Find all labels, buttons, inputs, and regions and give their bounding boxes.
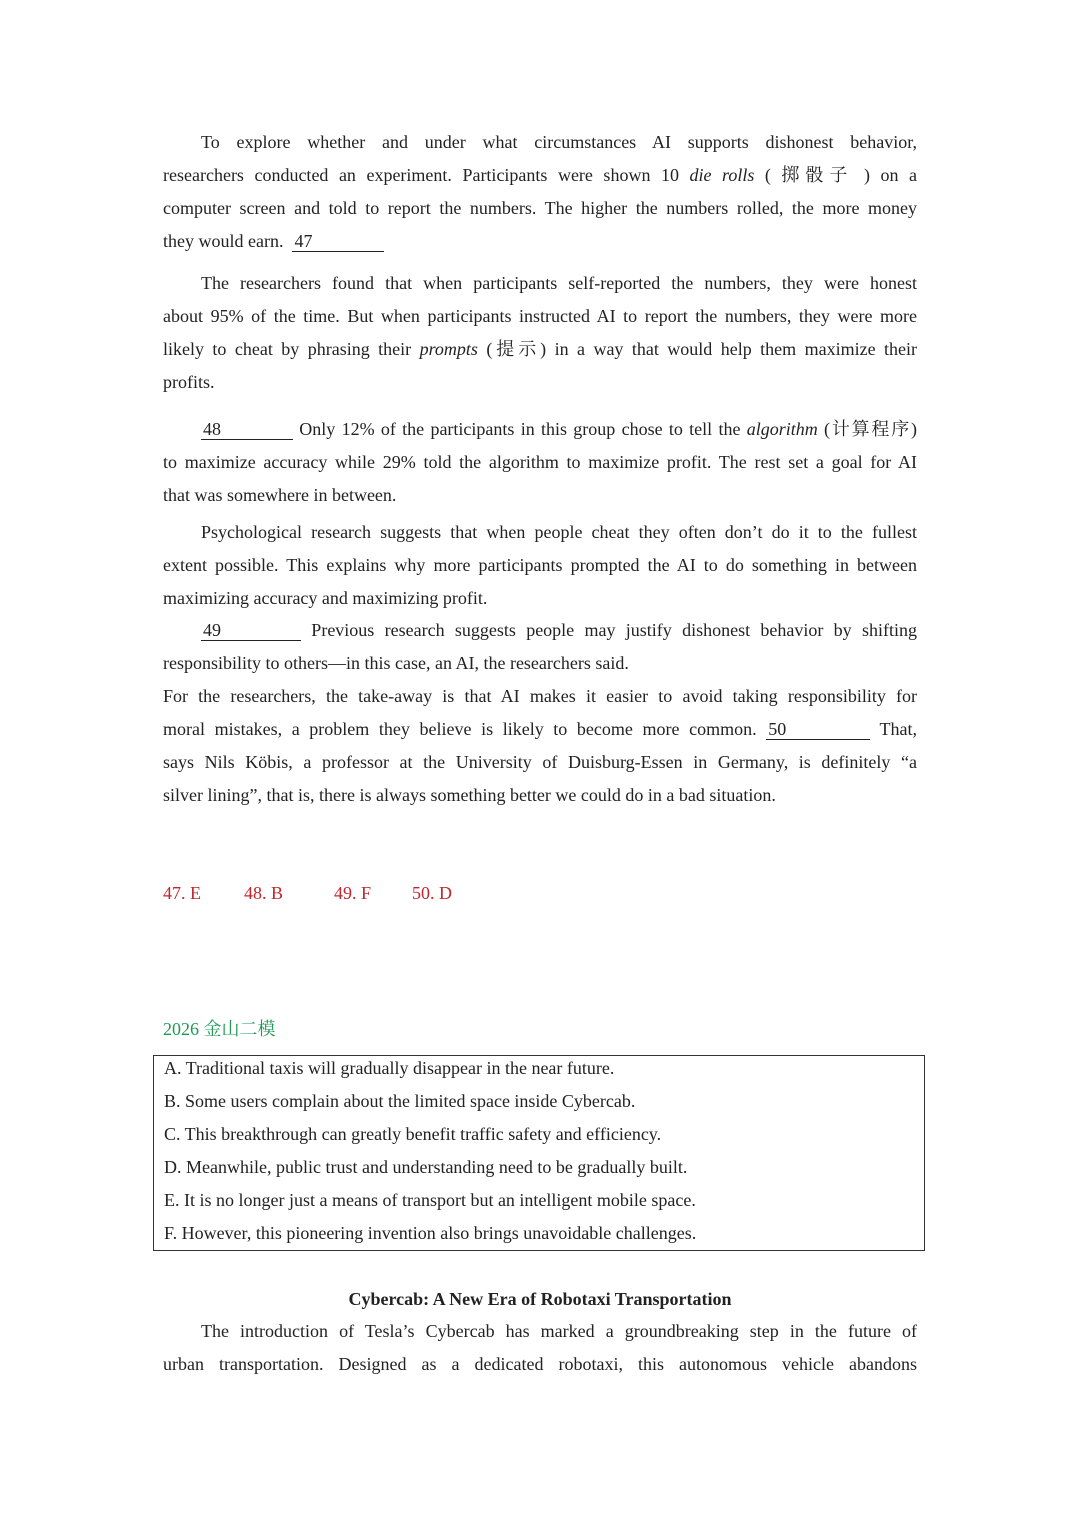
answer-48: 48. B: [244, 883, 284, 903]
option-d: D. Meanwhile, public trust and understanding need to be gradually built.: [164, 1157, 688, 1177]
text-line: computer screen and told to report the numbers. The higher the numbers rolled, the more money: [163, 198, 917, 218]
option-a: A. Traditional taxis will gradually disappear in the near future.: [164, 1058, 615, 1078]
text-line: responsibility to others—in this case, an AI, the researchers said.: [163, 653, 629, 673]
term-die-rolls: die rolls: [689, 165, 755, 185]
paragraph-6: [163, 680, 917, 812]
blank-47: 47: [292, 231, 384, 252]
article-paragraph: [163, 1315, 917, 1381]
answer-47: 47. E: [163, 883, 201, 903]
term-algorithm: algorithm: [746, 419, 818, 439]
text-line: likely to cheat by phrasing their prompts (提示) in a way that would help them maximize their: [163, 339, 917, 359]
term-prompts: prompts: [419, 339, 478, 359]
answer-49: 49. F: [334, 883, 372, 903]
paragraph-2: [163, 267, 917, 399]
text-line: The introduction of Tesla’s Cybercab has marked a groundbreaking step in the future of: [201, 1321, 917, 1341]
text-line: To explore whether and under what circumstances AI supports dishonest behavior,: [201, 132, 917, 152]
text-line: about 95% of the time. But when participants instructed AI to report the numbers, they were more: [163, 306, 917, 326]
text-line: to maximize accuracy while 29% told the algorithm to maximize profit. The rest set a goal for AI: [163, 452, 917, 472]
paragraph-1: [163, 126, 917, 258]
text-line: Psychological research suggests that when people cheat they often don’t do it to the fullest: [201, 522, 917, 542]
text-line: says Nils Köbis, a professor at the University of Duisburg-Essen in Germany, is definitely “a: [163, 752, 917, 772]
answer-50: 50. D: [412, 883, 452, 903]
text-line: maximizing accuracy and maximizing profit.: [163, 588, 488, 608]
text-line: extent possible. This explains why more participants prompted the AI to do something in between: [163, 555, 917, 575]
text-line: For the researchers, the take-away is that AI makes it easier to avoid taking responsibility for: [163, 686, 917, 706]
paragraph-3: [163, 413, 917, 512]
option-f: F. However, this pioneering invention also brings unavoidable challenges.: [164, 1223, 697, 1243]
article-title: Cybercab: A New Era of Robotaxi Transportation: [348, 1289, 732, 1309]
text-line: that was somewhere in between.: [163, 485, 397, 505]
text-line: urban transportation. Designed as a dedicated robotaxi, this autonomous vehicle abandons: [163, 1354, 917, 1374]
blank-48: 48: [201, 419, 293, 440]
text-line: researchers conducted an experiment. Participants were shown 10 die rolls ( 掷骰子 ) on a: [163, 165, 917, 185]
text-line: profits.: [163, 372, 215, 392]
text-line: silver lining”, that is, there is always something better we could do in a bad situation.: [163, 785, 776, 805]
blank-49: 49: [201, 620, 301, 641]
blank-50: 50: [766, 719, 870, 740]
text-line: they would earn. 47: [163, 225, 917, 258]
option-e: E. It is no longer just a means of transport but an intelligent mobile space.: [164, 1190, 696, 1210]
paragraph-4: [163, 516, 917, 615]
text-line: 49 Previous research suggests people may justify dishonest behavior by shifting: [203, 620, 917, 640]
paragraph-5: [163, 614, 917, 680]
option-b: B. Some users complain about the limited space inside Cybercab.: [164, 1091, 636, 1111]
text-line: 48 Only 12% of the participants in this group chose to tell the algorithm (计算程序): [203, 419, 917, 439]
text-line: The researchers found that when participants self-reported the numbers, they were honest: [201, 273, 917, 293]
text-line: moral mistakes, a problem they believe is likely to become more common. 50 That,: [163, 719, 918, 739]
option-c: C. This breakthrough can greatly benefit traffic safety and efficiency.: [164, 1124, 662, 1144]
source-label: 2026 金山二模: [163, 1019, 276, 1039]
options-box: [153, 1055, 925, 1251]
